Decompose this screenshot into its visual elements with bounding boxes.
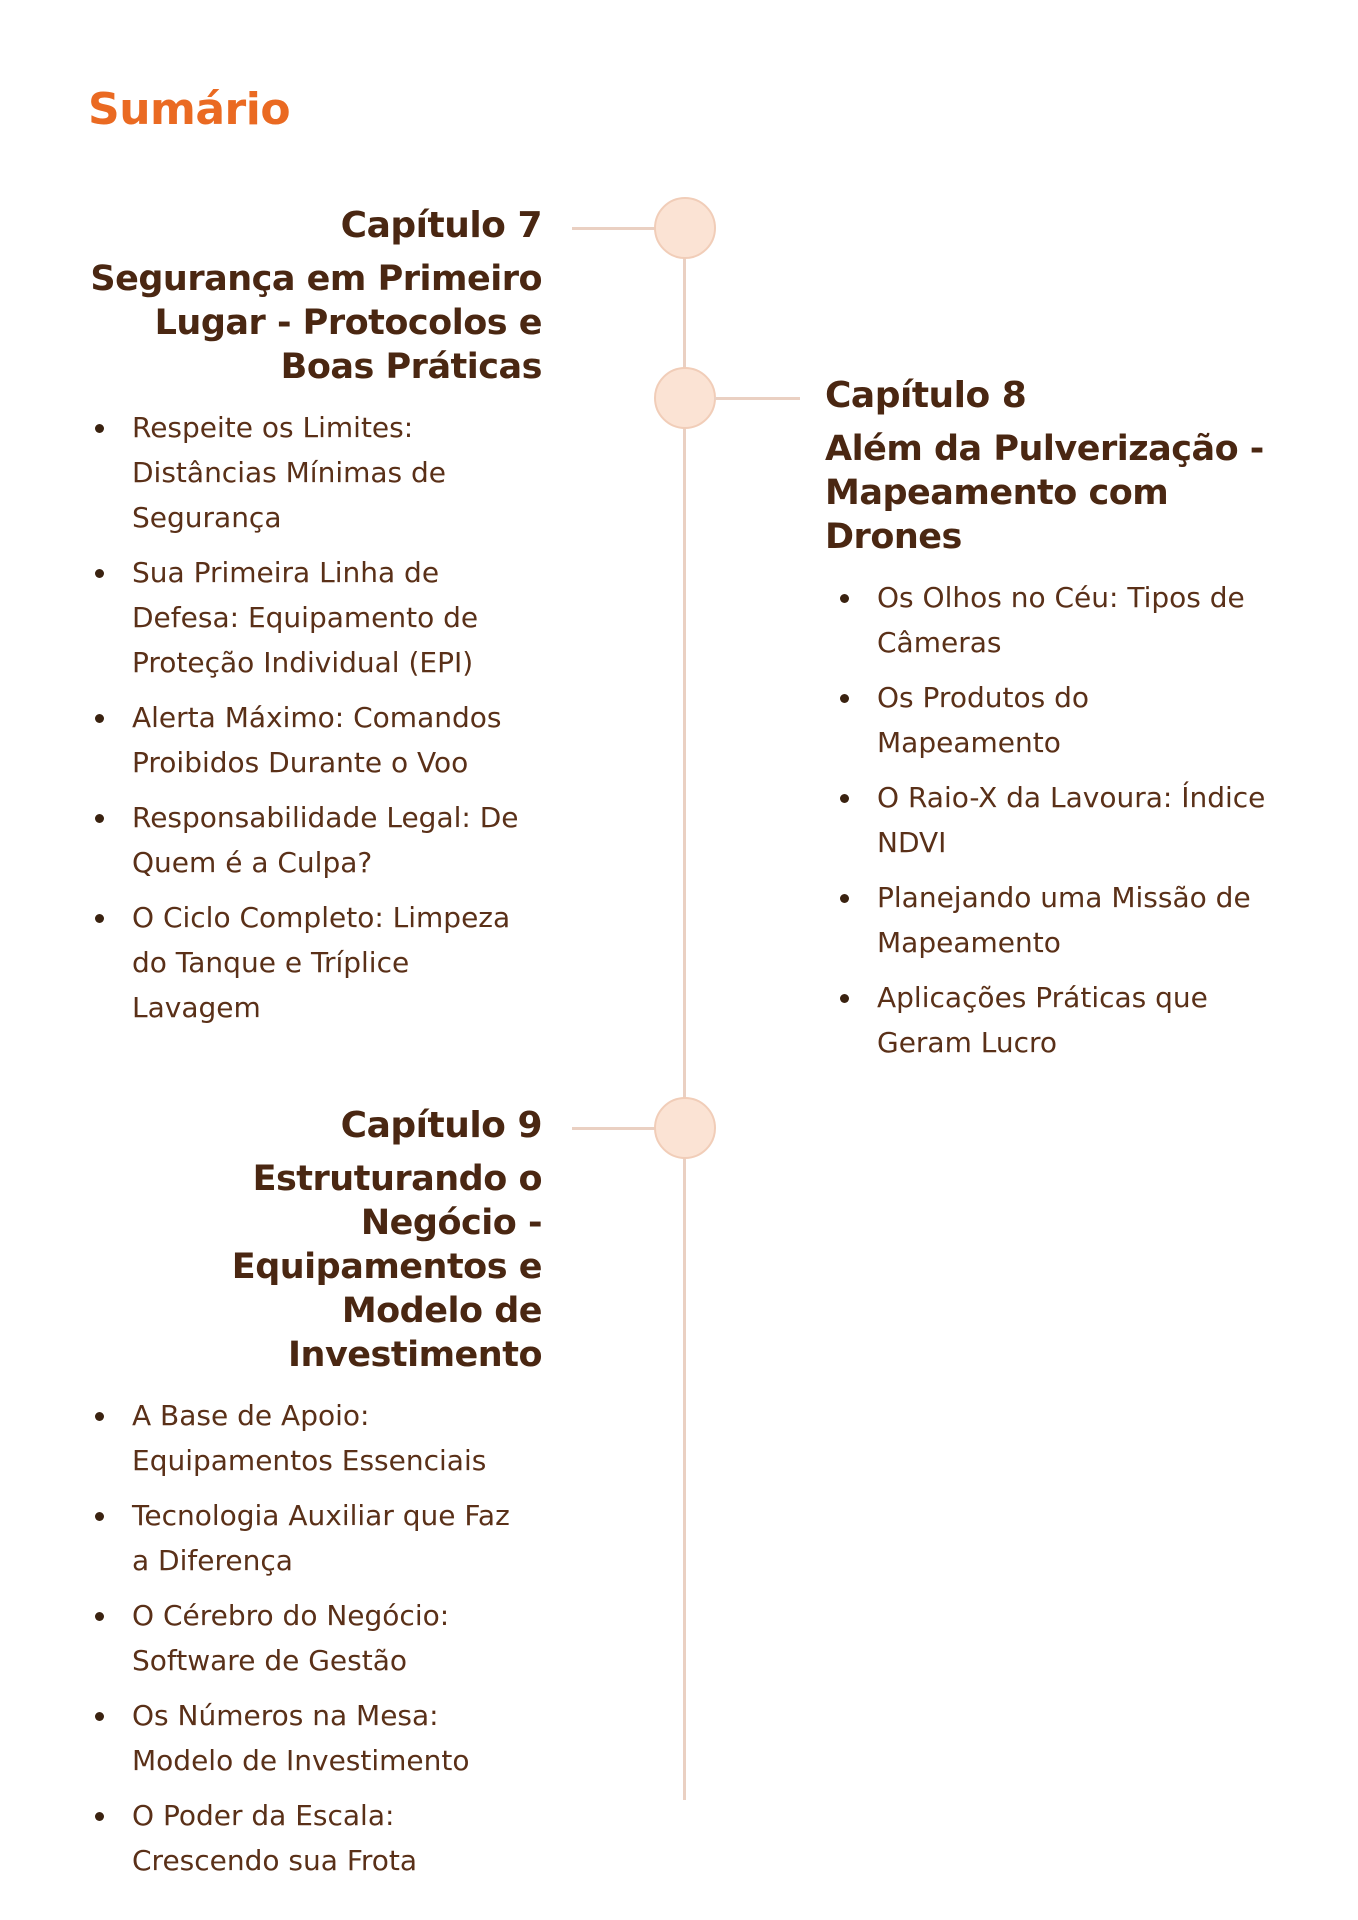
list-item: O Raio-X da Lavoura: Índice NDVI (835, 775, 1275, 865)
chapter-7-connector (572, 227, 656, 230)
list-item: Aplicações Práticas que Geram Lucro (835, 975, 1275, 1065)
chapter-7-section (90, 204, 542, 1040)
chapter-title: Segurança em Primeiro Lugar - Protocolos e Boas Práticas (90, 259, 542, 388)
chapter-9-connector (572, 1127, 656, 1130)
list-item: Alerta Máximo: Comandos Proibidos Durante o Voo (90, 695, 520, 785)
list-item: Os Produtos do Mapeamento (835, 675, 1275, 765)
chapter-number: Capítulo 8 (825, 375, 1027, 416)
chapter-number: Capítulo 9 (340, 1105, 542, 1146)
list-item: Respeite os Limites: Distâncias Mínimas de Segurança (90, 405, 520, 540)
list-item: O Ciclo Completo: Limpeza do Tanque e Tríplice Lavagem (90, 895, 520, 1030)
chapter-7-dot (654, 197, 716, 259)
chapter-title: Estruturando o Negócio - Equipamentos e Modelo de Investimento (231, 1159, 542, 1376)
timeline-line (683, 230, 686, 1800)
list-item: A Base de Apoio: Equipamentos Essenciais (90, 1393, 530, 1483)
chapter-item-list (90, 405, 520, 1030)
list-item: Planejando uma Missão de Mapeamento (835, 875, 1275, 965)
chapter-9-section (90, 1104, 542, 1893)
list-item: Os Números na Mesa: Modelo de Investimento (90, 1693, 530, 1783)
list-item: O Poder da Escala: Crescendo sua Frota (90, 1793, 530, 1883)
chapter-9-dot (654, 1097, 716, 1159)
chapter-8-section (825, 374, 1275, 1075)
page-title: Sumário (88, 84, 291, 135)
chapter-item-list (835, 575, 1275, 1065)
chapter-8-dot (654, 367, 716, 429)
list-item: Os Olhos no Céu: Tipos de Câmeras (835, 575, 1275, 665)
chapter-title: Além da Pulverização - Mapeamento com Drones (825, 429, 1264, 558)
list-item: Responsabilidade Legal: De Quem é a Culpa? (90, 795, 520, 885)
chapter-8-connector (714, 397, 800, 400)
chapter-item-list (90, 1393, 530, 1883)
list-item: Tecnologia Auxiliar que Faz a Diferença (90, 1493, 530, 1583)
list-item: Sua Primeira Linha de Defesa: Equipamento de Proteção Individual (EPI) (90, 550, 520, 685)
chapter-number: Capítulo 7 (340, 205, 542, 246)
list-item: O Cérebro do Negócio: Software de Gestão (90, 1593, 530, 1683)
